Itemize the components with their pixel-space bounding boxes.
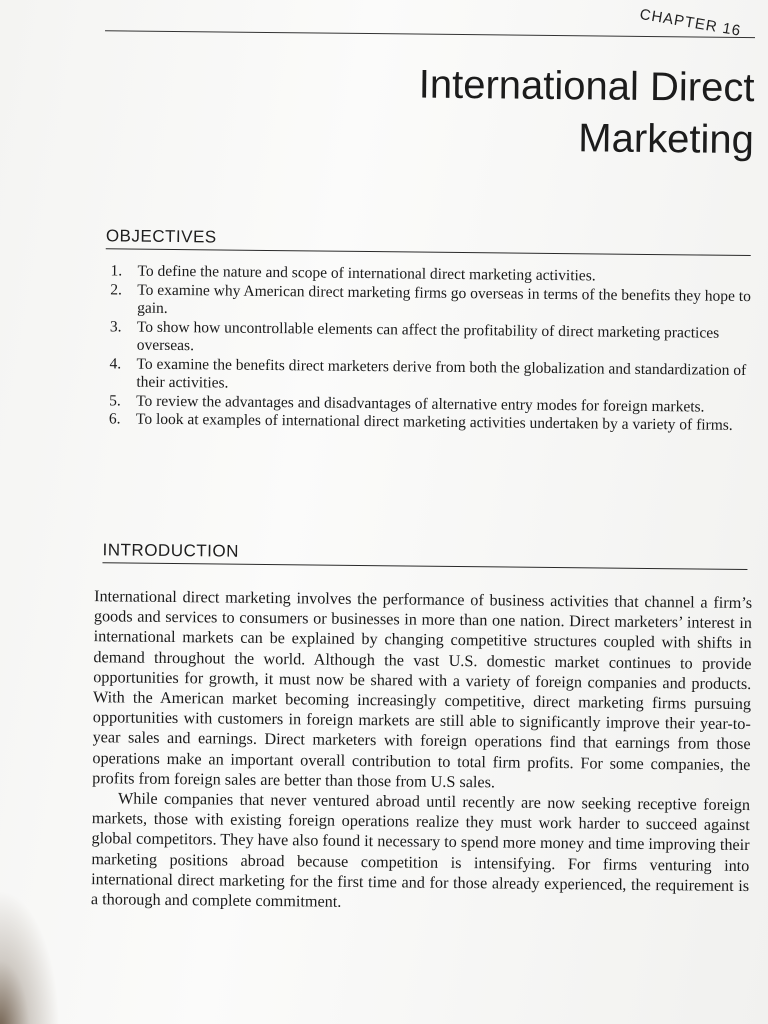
objective-text: To examine the benefits direct marketers derive from both the globalization and standardization of their activities. [136, 355, 747, 392]
objectives-rule [106, 248, 751, 256]
introduction-rule [102, 562, 747, 570]
objective-number: 3. [109, 317, 122, 335]
chapter-label: CHAPTER 16 [638, 5, 743, 40]
objective-number: 4. [109, 354, 122, 372]
objective-text: To examine why American direct marketing firms go overseas in terms of the benefits they hope to gain. [137, 281, 751, 317]
chapter-title-line-1: International Direct [418, 62, 755, 111]
header-rule [105, 30, 755, 38]
introduction-paragraph-1: International direct marketing involves the performance of business activities that channel a firm’s goods and services to consumers or businesses in more than one nation. Direct marketers’ interest in international markets can be explained by changing competitive structures coupled with shifts in demand throughout the world. Although the vast U.S. domestic market continues to provide opportunities for growth, it must now be shared with a variety of foreign companies and products. With the American market becoming increasingly competitive, direct marketing firms pursuing opportunities with customers in foreign markets are still able to significantly improve their year-to-year sales and earnings. Direct marketers with foreign operations find that earnings from those operations make an important overall contribution to total firm profits. For some companies, the profits from foreign sales are better than those from U.S sales. [92, 587, 753, 792]
introduction-paragraph-2: While companies that never ventured abroad until recently are now seeking receptive foreign markets, those with existing foreign operations realize they must work harder to succeed against global competitors. They have also found it necessary to spend more money and time improving their marketing positions abroad because competition is intensifying. For firms venturing into international direct marketing for the first time and for those already experienced, the requirement is a thorough and complete commitment. [90, 789, 751, 911]
objective-text: To define the nature and scope of international direct marketing activities. [137, 262, 596, 285]
objective-number: 5. [109, 391, 121, 409]
introduction-body [91, 586, 752, 916]
objective-number: 2. [110, 280, 123, 298]
chapter-title [234, 57, 755, 166]
introduction-heading: INTRODUCTION [102, 540, 240, 561]
objective-text: To look at examples of international direct marketing activities undertaken by a variety of firms. [135, 410, 733, 434]
page-edge-shadow [0, 890, 60, 1024]
objectives-list [109, 262, 753, 435]
objective-text: To review the advantages and disadvantages of alternative entry modes for foreign markets. [136, 392, 705, 416]
chapter-title-line-2: Marketing [578, 116, 755, 163]
objective-number: 6. [108, 410, 121, 428]
objectives-heading: OBJECTIVES [105, 226, 217, 247]
objective-text: To show how uncontrollable elements can affect the profitability of direct marketing practices overseas. [136, 318, 720, 355]
objective-number: 1. [110, 262, 123, 280]
